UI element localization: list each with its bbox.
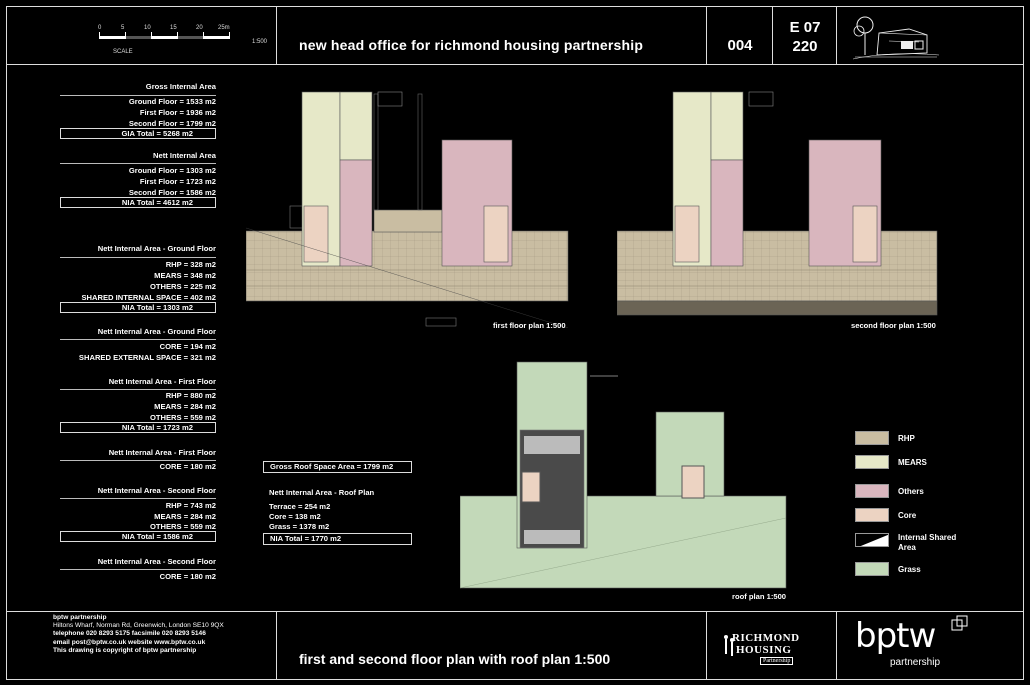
legend-label: Grass: [898, 565, 921, 574]
scale-label: SCALE: [113, 49, 133, 55]
divider: [60, 95, 216, 96]
company-web: email post@bptw.co.uk website www.bptw.co.uk: [53, 638, 206, 646]
legend-swatch: [855, 508, 889, 522]
schedule-row: RHP = 880 m2: [165, 391, 216, 400]
legend-swatch: [855, 484, 889, 498]
scale-number: 25m: [218, 25, 230, 31]
divider: [60, 569, 216, 570]
schedule-row: RHP = 743 m2: [165, 501, 216, 510]
schedule-total: NIA Total = 1586 m2: [60, 531, 216, 542]
schedule-row: MEARS = 284 m2: [154, 512, 216, 521]
roof-schedule-row: Grass = 1378 m2: [269, 522, 330, 531]
schedule-row: OTHERS = 559 m2: [149, 522, 216, 531]
scale-number: 10: [144, 25, 151, 31]
scale-number: 5: [121, 25, 125, 31]
divider: [60, 257, 216, 258]
richmond-housing-logo: [722, 620, 812, 670]
schedule-heading: Nett Internal Area - First Floor: [108, 448, 216, 457]
schedule-row: Ground Floor = 1533 m2: [128, 97, 216, 106]
legend-swatch: [855, 455, 889, 469]
schedule-row: SHARED EXTERNAL SPACE = 321 m2: [78, 353, 216, 362]
schedule-row: Ground Floor = 1303 m2: [128, 166, 216, 175]
schedule-row: OTHERS = 225 m2: [149, 282, 216, 291]
divider: [60, 163, 216, 164]
schedule-row: CORE = 180 m2: [159, 462, 216, 471]
legend-others: [855, 484, 975, 498]
schedule-heading: Nett Internal Area - Second Floor: [97, 486, 216, 495]
bptw-squares-icon: [950, 614, 970, 634]
schedule-row: First Floor = 1936 m2: [139, 108, 216, 117]
legend-label: MEARS: [898, 458, 927, 467]
roof-plan-title: roof plan 1:500: [732, 592, 787, 601]
legend-label: Core: [898, 511, 917, 520]
schedule-heading: Nett Internal Area - Second Floor: [97, 557, 216, 566]
schedule-heading: Nett Internal Area: [152, 151, 216, 160]
scale-number: 0: [98, 25, 102, 31]
legend-core: [855, 508, 975, 522]
company-phone: telephone 020 8293 5175 facsimile 020 8293 5146: [53, 630, 206, 638]
schedule-row: Second Floor = 1586 m2: [128, 188, 216, 197]
gross-roof-area: Gross Roof Space Area = 1799 m2: [263, 461, 412, 473]
logo-text: RICHMOND: [732, 632, 800, 644]
schedule-total: NIA Total = 1303 m2: [60, 302, 216, 313]
legend-rhp: [855, 431, 975, 445]
legend-swatch-hatch: [855, 533, 889, 547]
ref-cell: [773, 7, 837, 65]
schedule-row: MEARS = 348 m2: [154, 271, 216, 280]
schedule-row: RHP = 328 m2: [165, 260, 216, 269]
schedule-heading: Gross Internal Area: [145, 82, 216, 91]
roof-schedule-row: Core = 138 m2: [269, 512, 321, 521]
company-name: bptw partnership: [53, 614, 107, 621]
schedule-total: NIA Total = 4612 m2: [60, 197, 216, 208]
logo-text: HOUSING: [736, 644, 792, 656]
logo-text: Partnership: [760, 657, 793, 665]
second-floor-plan: [617, 88, 947, 320]
divider: [60, 460, 216, 461]
schedule-heading: Nett Internal Area - Ground Floor: [97, 327, 216, 336]
schedule-row: CORE = 194 m2: [159, 342, 216, 351]
legend-label: RHP: [898, 434, 915, 443]
drawing-number: 220: [792, 38, 818, 55]
schedule-row: First Floor = 1723 m2: [139, 177, 216, 186]
copyright-note: This drawing is copyright of bptw partnership: [53, 646, 197, 654]
bptw-logo: bptw: [855, 616, 936, 656]
roof-schedule-heading: Nett Internal Area - Roof Plan: [269, 488, 375, 497]
legend-label: Internal Shared Area: [898, 533, 957, 552]
schedule-total: GIA Total = 5268 m2: [60, 128, 216, 139]
legend-grass: [855, 562, 975, 576]
legend-swatch: [855, 431, 889, 445]
drawing-title: first and second floor plan with roof plan 1:500: [299, 651, 611, 667]
schedule-row: Second Floor = 1799 m2: [128, 119, 216, 128]
legend-label: Others: [898, 487, 924, 496]
roof-schedule-row: Terrace = 254 m2: [269, 502, 331, 511]
scale-bar: [99, 32, 255, 41]
job-cell: [707, 7, 773, 65]
schedule-heading: Nett Internal Area - Ground Floor: [97, 244, 216, 253]
divider: [60, 498, 216, 499]
roof-nia-total: NIA Total = 1770 m2: [263, 533, 412, 545]
project-title: new head office for richmond housing partnership: [299, 37, 644, 53]
first-floor-plan: [246, 88, 576, 328]
legend-swatch: [855, 562, 889, 576]
scale-ratio: 1:500: [252, 39, 268, 45]
schedule-row: OTHERS = 559 m2: [149, 413, 216, 422]
scale-number: 20: [196, 25, 203, 31]
divider: [60, 339, 216, 340]
roof-plan: [460, 358, 800, 594]
schedule-total: NIA Total = 1723 m2: [60, 422, 216, 433]
schedule-row: MEARS = 284 m2: [154, 402, 216, 411]
legend-shared-area: [855, 533, 975, 551]
building-sketch-logo: [849, 11, 941, 63]
schedule-heading: Nett Internal Area - First Floor: [108, 377, 216, 386]
drawing-title-cell: [277, 612, 707, 680]
schedule-row: CORE = 180 m2: [159, 572, 216, 581]
second-floor-plan-title: second floor plan 1:500: [851, 321, 936, 330]
title-cell: [277, 7, 707, 65]
schedule-row: SHARED INTERNAL SPACE = 402 m2: [81, 293, 216, 302]
office-details: [53, 614, 224, 655]
bptw-subtitle: partnership: [890, 657, 941, 668]
divider: [60, 389, 216, 390]
job-number: 004: [727, 37, 753, 54]
drawing-ref: E 07: [789, 19, 821, 36]
legend-mears: [855, 455, 975, 469]
scale-number: 15: [170, 25, 177, 31]
first-floor-plan-title: first floor plan 1:500: [493, 321, 566, 330]
company-address: Hiltons Wharf, Norman Rd, Greenwich, London SE10 9QX: [53, 622, 224, 630]
